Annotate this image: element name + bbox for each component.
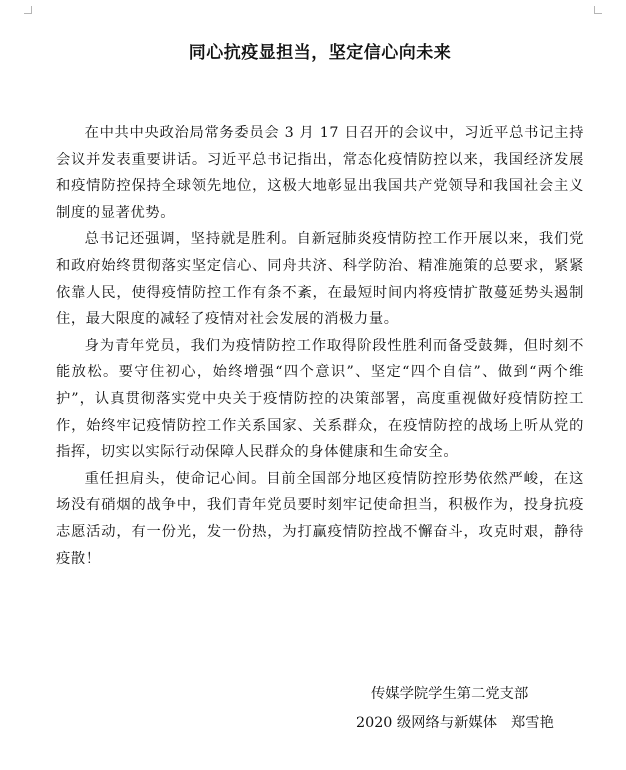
signature-organization: 传媒学院学生第二党支部 xyxy=(371,686,529,702)
paragraph-4: 重任担肩头，使命记心间。目前全国部分地区疫情防控形势依然严峻，在这场没有硝烟的战争中，我们青年党员要时刻牢记使命担当，积极作为，投身抗疫志愿活动，有一份光，发一份热，为打赢疫情防控战不懈奋斗，攻克时艰，静待疫散！ xyxy=(56,470,584,567)
paragraph-2: 总书记还强调，坚持就是胜利。自新冠肺炎疫情防控工作开展以来，我们党和政府始终贯彻落实坚定信心、同舟共济、科学防治、精准施策的总要求，紧紧依靠人民，使得疫情防控工作有条不紊，在最短时间内将疫情扩散蔓延势头遏制住，最大限度的减轻了疫情对社会发展的消极力量。 xyxy=(56,231,584,328)
paragraph-1: 在中共中央政治局常务委员会 3 月 17 日召开的会议中，习近平总书记主持会议并发表重要讲话。习近平总书记指出，常态化疫情防控以来，我国经济发展和疫情防控保持全球领先地位，这极大地彰显出我国共产党领导和我国社会主义制度的显著优势。 xyxy=(56,125,584,221)
signature-author: 郑雪艳 xyxy=(511,715,554,731)
document-body xyxy=(56,38,584,572)
document-title: 同心抗疫显担当，坚定信心向未来 xyxy=(188,43,452,63)
signature-class: 2020 级网络与新媒体 xyxy=(356,715,498,731)
article-content xyxy=(56,120,584,572)
page-corner-mark-right xyxy=(594,6,602,14)
paragraph-3: 身为青年党员，我们为疫情防控工作取得阶段性胜利而备受鼓舞，但时刻不能放松。要守住初心，始终增强“四个意识”、坚定“四个自信”、做到“两个维护”，认真贯彻落实党中央关于疫情防控的决策部署，高度重视做好疫情防控工作，始终牢记疫情防控工作关系国家、关系群众，在疫情防控的战场上听从党的指挥，切实以实际行动保障人民群众的身体健康和生命安全。 xyxy=(56,337,584,461)
page-corner-mark-left xyxy=(24,6,32,14)
